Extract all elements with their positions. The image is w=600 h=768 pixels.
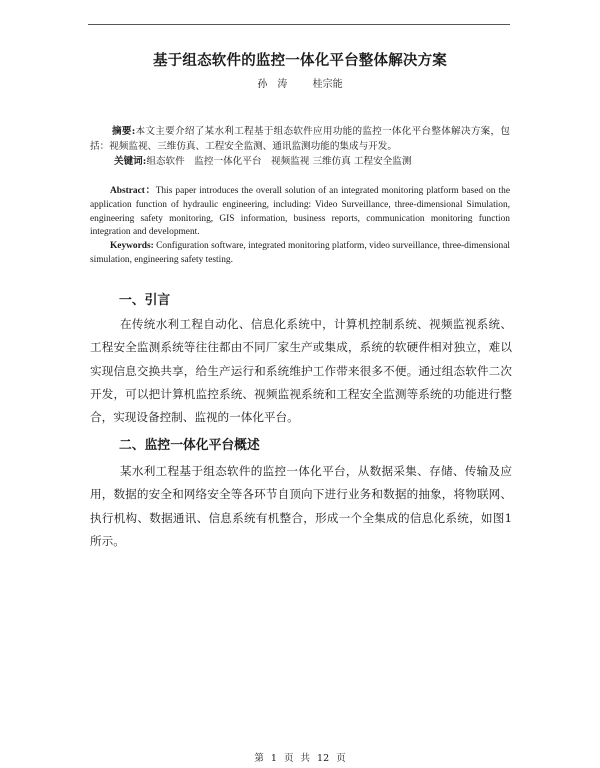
- section-1-heading: 一、引言: [119, 293, 171, 308]
- page-footer: [0, 750, 600, 764]
- footer-mid2: 共: [300, 753, 310, 764]
- author-line: [0, 75, 600, 90]
- keywords-cn-label: 关键词:: [114, 156, 147, 167]
- author-2: 桂宗能: [312, 79, 343, 90]
- keywords-en-text: Configuration software, integrated monitoring platform, video surveillance, three-dimensional simulation, engineering safety testing.: [90, 241, 510, 265]
- footer-prefix: 第: [254, 753, 264, 764]
- section-2-body: [90, 460, 512, 553]
- section-2-heading: 二、监控一体化平台概述: [119, 438, 260, 453]
- keywords-en-label: Keywords:: [110, 241, 154, 252]
- abstract-en-text: This paper introduces the overall solution of an integrated monitoring platform based on the application function of hydraulic engineering, including: Video Surveillance, three-dimensional Simulation, engineering safety monitoring, GIS information, business reports, communication monitoring function integration and development.: [90, 186, 510, 238]
- section-2-paragraph: 某水利工程基于组态软件的监控一体化平台，从数据采集、存储、传输及应用，数据的安全和网络安全等各环节自顶向下进行业务和数据的抽象，将物联网、执行机构、数据通讯、信息系统有机整合，形成一个全集成的信息化系统，如图1所示。: [90, 464, 512, 548]
- abstract-en-label: Abstract：: [110, 186, 156, 196]
- author-1: 孙 涛: [257, 79, 288, 90]
- section-1-paragraph: 在传统水利工程自动化、信息化系统中，计算机控制系统、视频监视系统、工程安全监测系统等往往都由不同厂家生产或集成，系统的软硬件相对独立，难以实现信息交换共享，给生产运行和系统维护工作带来很多不便。通过组态软件二次开发，可以把计算机监控系统、视频监视系统和工程安全监测等系统的功能进行整合，实现设备控制、监视的一体化平台。: [90, 317, 512, 425]
- abstract-english: [90, 185, 510, 268]
- keywords-cn-text: 组态软件 监控一体化平台 视频监视 三维仿真 工程安全监测: [146, 156, 412, 167]
- footer-total-pages: 12: [317, 753, 330, 764]
- abstract-chinese: [90, 124, 510, 169]
- paper-title: 基于组态软件的监控一体化平台整体解决方案: [153, 52, 447, 69]
- footer-page-number: 1: [270, 753, 277, 764]
- header-rule: [88, 24, 510, 25]
- footer-mid1: 页: [283, 753, 294, 764]
- section-1-body: [90, 313, 512, 429]
- abstract-cn-label: 摘要:: [112, 126, 136, 137]
- abstract-cn-text: 本文主要介绍了某水利工程基于组态软件应用功能的监控一体化平台整体解决方案，包括：视频监视、三维仿真、工程安全监测、通讯监测功能的集成与开发。: [90, 126, 510, 152]
- footer-suffix: 页: [336, 753, 346, 764]
